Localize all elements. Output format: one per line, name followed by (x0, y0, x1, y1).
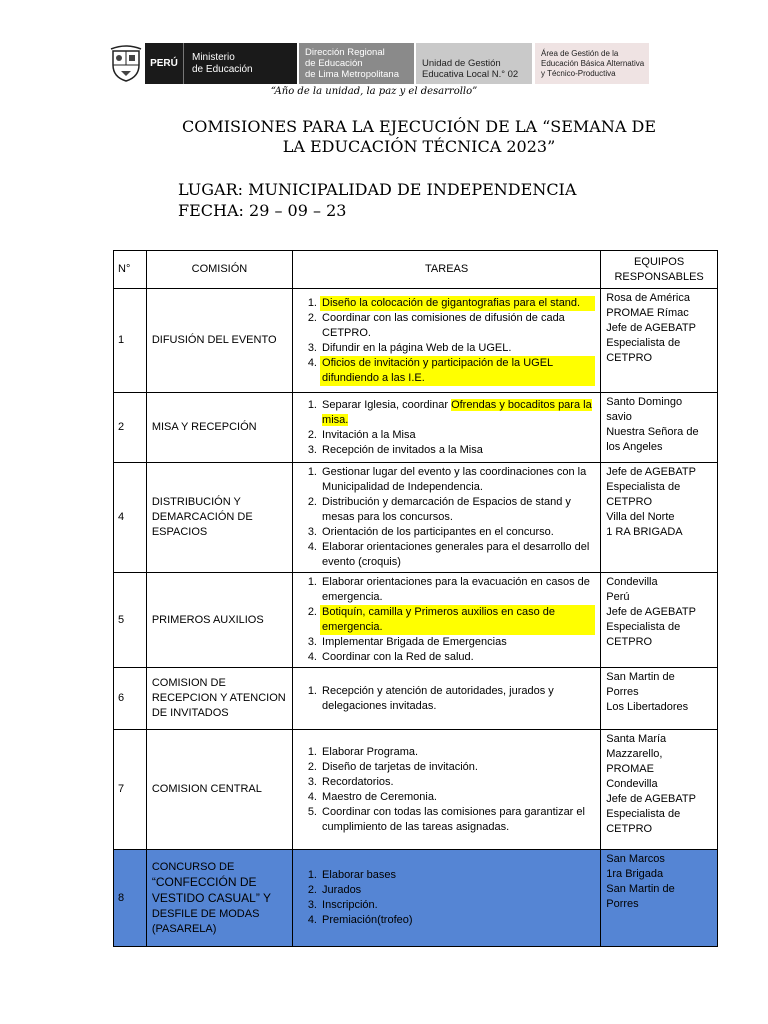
row-number: 6 (114, 668, 147, 730)
team-name: Los Libertadores (606, 701, 689, 713)
tasks-cell (293, 573, 601, 668)
task-item: 5. Coordinar con todas las comisiones para garantizar el cumplimiento de las tareas asignadas. (320, 805, 595, 835)
team-name: 1 RA BRIGADA (606, 526, 683, 538)
tasks-list (298, 684, 595, 714)
task-item: 1. Elaborar Programa. (320, 745, 595, 760)
country-label: PERÚ (145, 43, 183, 84)
event-date: FECHA: 29 – 09 – 23 (178, 201, 347, 220)
team-name: Santa María (606, 733, 667, 745)
team-name: Jefe de AGEBATP (606, 793, 696, 805)
task-item: 1. Gestionar lugar del evento y las coordinaciones con la Municipalidad de Independencia. (320, 465, 595, 495)
task-item: 3. Difundir en la página Web de la UGEL. (320, 341, 595, 356)
team-name: CETPRO (606, 636, 653, 648)
tasks-list (298, 575, 595, 665)
responsible-teams (601, 730, 718, 850)
team-name: Rosa de América (606, 292, 690, 304)
team-name: Especialista de (606, 481, 681, 493)
ugel-label: Unidad de Gestión Educativa Local N.° 02 (416, 43, 532, 84)
header-teams: EQUIPOS RESPONSABLES (601, 251, 718, 289)
area-label: Área de Gestión de la Educación Básica Alternativa y Técnico-Productiva (535, 43, 649, 84)
task-item: 2. Coordinar con las comisiones de difusión de cada CETPRO. (320, 311, 595, 341)
header-tasks: TAREAS (293, 251, 601, 289)
team-name: Mazzarello, (606, 748, 663, 760)
commission-name: COMISION CENTRAL (146, 730, 292, 850)
commission-name: DIFUSIÓN DEL EVENTO (146, 289, 292, 393)
task-item: 4. Maestro de Ceremonia. (320, 790, 595, 805)
team-name: Perú (606, 591, 630, 603)
task-item: 2. Invitación a la Misa (320, 428, 595, 443)
table-header-row (114, 251, 718, 289)
event-info (178, 179, 576, 221)
tasks-cell (293, 289, 601, 393)
team-name: San Marcos (606, 853, 665, 865)
team-name: Especialista de (606, 808, 681, 820)
dre-label: Dirección Regional de Educación de Lima Metropolitana (299, 43, 414, 84)
row-number: 8 (114, 850, 147, 947)
tasks-list (298, 745, 595, 835)
team-name: CETPRO (606, 352, 653, 364)
tasks-cell (293, 850, 601, 947)
team-name: savio (606, 411, 632, 423)
responsible-teams (601, 463, 718, 573)
responsible-teams (601, 850, 718, 947)
year-motto: “Año de la unidad, la paz y el desarrollo” (270, 86, 478, 97)
table-row (114, 463, 718, 573)
tasks-cell (293, 668, 601, 730)
tasks-cell (293, 393, 601, 463)
task-item: 2. Diseño de tarjetas de invitación. (320, 760, 595, 775)
team-name: 1ra Brigada (606, 868, 664, 880)
row-number: 5 (114, 573, 147, 668)
team-name: Santo Domingo (606, 396, 683, 408)
commission-name: DISTRIBUCIÓN Y DEMARCACIÓN DE ESPACIOS (146, 463, 292, 573)
responsible-teams (601, 668, 718, 730)
task-item: 1. Elaborar orientaciones para la evacuación en casos de emergencia. (320, 575, 595, 605)
task-item: 1. Separar Iglesia, coordinar Ofrendas y bocaditos para la misa. (320, 398, 595, 428)
task-item: 3. Recordatorios. (320, 775, 595, 790)
team-name: PROMAE (606, 763, 654, 775)
task-item: 2. Distribución y demarcación de Espacios de stand y mesas para los concursos. (320, 495, 595, 525)
table-row (114, 730, 718, 850)
team-name: Villa del Norte (606, 511, 675, 523)
coat-of-arms-icon (107, 43, 145, 84)
table-row (114, 668, 718, 730)
task-item: 1. Elaborar bases (320, 868, 595, 883)
row-number: 1 (114, 289, 147, 393)
task-item: 3. Implementar Brigada de Emergencias (320, 635, 595, 650)
institutional-banner (107, 43, 649, 84)
commission-name: CONCURSO DE “CONFECCIÓN DE VESTIDO CASUAL” Y DESFILE DE MODAS (PASARELA) (146, 850, 292, 947)
table-row (114, 289, 718, 393)
team-name: Jefe de AGEBATP (606, 322, 696, 334)
document-title: COMISIONES PARA LA EJECUCIÓN DE LA “SEMANA DE LA EDUCACIÓN TÉCNICA 2023” (181, 117, 657, 156)
tasks-list (298, 868, 595, 928)
tasks-list (298, 398, 595, 458)
responsible-teams (601, 289, 718, 393)
task-item: 1. Diseño la colocación de gigantografias para el stand. (320, 296, 595, 311)
team-name: San Martin de (606, 883, 675, 895)
commission-name: COMISION DE RECEPCION Y ATENCION DE INVITADOS (146, 668, 292, 730)
header-commission: COMISIÓN (146, 251, 292, 289)
team-name: CETPRO (606, 496, 653, 508)
task-item: 3. Inscripción. (320, 898, 595, 913)
tasks-list (298, 296, 595, 386)
row-number: 7 (114, 730, 147, 850)
tasks-cell (293, 730, 601, 850)
header-number: N° (114, 251, 147, 289)
table-row (114, 850, 718, 947)
task-item: 2. Botiquín, camilla y Primeros auxilios en caso de emergencia. (320, 605, 595, 635)
commission-name: MISA Y RECEPCIÓN (146, 393, 292, 463)
tasks-list (298, 465, 595, 570)
team-name: PROMAE Rímac (606, 307, 689, 319)
team-name: San Martin de (606, 671, 675, 683)
commission-name: PRIMEROS AUXILIOS (146, 573, 292, 668)
row-number: 2 (114, 393, 147, 463)
tasks-cell (293, 463, 601, 573)
team-name: Jefe de AGEBATP (606, 606, 696, 618)
ministry-label: Ministerio de Educación (183, 43, 297, 84)
team-name: Condevilla (606, 576, 658, 588)
team-name: CETPRO (606, 823, 653, 835)
task-item: 2. Jurados (320, 883, 595, 898)
team-name: Porres (606, 686, 639, 698)
responsible-teams (601, 573, 718, 668)
row-number: 4 (114, 463, 147, 573)
team-name: Jefe de AGEBATP (606, 466, 696, 478)
team-name: Porres (606, 898, 639, 910)
task-item: 4. Premiación(trofeo) (320, 913, 595, 928)
task-item: 4. Coordinar con la Red de salud. (320, 650, 595, 665)
responsible-teams (601, 393, 718, 463)
team-name: Nuestra Señora de (606, 426, 699, 438)
task-item: 3. Recepción de invitados a la Misa (320, 443, 595, 458)
team-name: Condevilla (606, 778, 658, 790)
task-item: 3. Orientación de los participantes en el concurso. (320, 525, 595, 540)
event-location: LUGAR: MUNICIPALIDAD DE INDEPENDENCIA (178, 180, 577, 199)
table-row (114, 573, 718, 668)
task-item: 4. Elaborar orientaciones generales para el desarrollo del evento (croquis) (320, 540, 595, 570)
task-item: 1. Recepción y atención de autoridades, jurados y delegaciones invitadas. (320, 684, 595, 714)
team-name: los Angeles (606, 441, 663, 453)
task-item: 4. Oficios de invitación y participación de la UGEL difundiendo a las I.E. (320, 356, 595, 386)
team-name: Especialista de (606, 337, 681, 349)
team-name: Especialista de (606, 621, 681, 633)
table-row (114, 393, 718, 463)
commissions-table (113, 250, 718, 947)
